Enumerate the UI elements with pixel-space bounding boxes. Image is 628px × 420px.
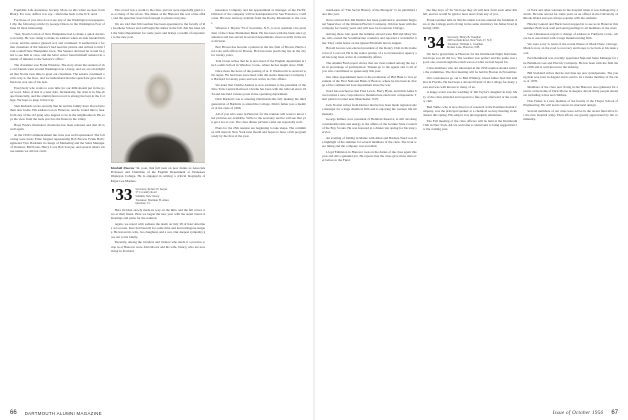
column-paragraph: Hope Ernie's illustrated chronicles has been released and that all is well again. bbox=[10, 122, 105, 131]
column-paragraph: We learn that Charlie Andrus is now assistant to the president of the New York Central Railroad. Charlie has been with the railroad since 1934 and has held various posts in the operating department. bbox=[211, 83, 307, 96]
right-column-2 bbox=[423, 8, 518, 408]
column-paragraph: insurance Company and his appointment as manager of the Pacific Division of the company will be headquartered in San Francisco, California. His new territory extends from the Rocky Mountains to the coast. bbox=[211, 8, 307, 25]
portrait-photo bbox=[111, 43, 206, 163]
column-paragraph: the fine boys of '34. We hope they all will hear from each other this fall, and we would be glad to have news from any of you. bbox=[422, 8, 518, 17]
right-column-1 bbox=[322, 8, 417, 408]
column-paragraph: A happy event was the wedding of Jim Taylor's daughter in July. Many of the class attended and reported a fine party afterward at the country club. bbox=[422, 90, 518, 103]
column-paragraph: translation of "The Secret History of the Mongols" to be published later this year. bbox=[322, 8, 417, 17]
page-number: 66 bbox=[10, 410, 17, 416]
column-paragraph: Our condolences go out to Bud Whitney, whose father died this summer in Florida. He had been a devoted friend of the College for many years and was well known to many of us. bbox=[422, 76, 518, 89]
class-year-heading bbox=[422, 32, 518, 52]
column-paragraph: Again, we report with sadness the death on July 28 of Kerr Atterbury at Laconia. Kerr had been ill for some time and had undergone surgery. He leaves his wife, two daughters and a son. Our deepest sympathy goes out to his family. bbox=[110, 222, 206, 239]
column-paragraph: We had a grand time at Hanover for the Dartmouth Night festivities, and hope you all did too. The weather was perfect and the game was a good one, even though the result was not what we had hoped for. bbox=[422, 51, 518, 65]
column-paragraph: At the 1956 Commencement the class was well represented. The following were back: Ernie Sargent representing Bob Brown, Frank Hall registered Vice President in charge of Marketing and the Sales Manager of Vermont, Bill Poole, Harry Lord, Bob Sawyer, and several others whose names we did not catch. bbox=[10, 132, 105, 154]
column-paragraph: Bud Tuttle, who is now director of research at the Eastman Kodak Company, was the principal speaker at a chemical society meeting in Rochester this spring. His subject was photographic emulsions. bbox=[422, 104, 518, 117]
column-paragraph: We were sorry to learn of the recent illness of Mark Drew, Chicago. Mark is now on the road to recovery and hopes to be back at his desk soon. bbox=[523, 42, 619, 55]
column-paragraph: The Fall meeting of the class officers will be held at the Dartmouth Club in New York. All are welcome to attend and to bring suggestions for the coming year. bbox=[422, 118, 518, 132]
column-paragraph: News arrived that Jim Dunbar has been promoted to Assistant Regional Supervisor of the Western Electric Company. Jim has been with the company for twenty years and will now be located in Chicago. bbox=[322, 18, 417, 31]
column-paragraph: Dick Bartlett's son is entering Dartmouth this fall, making the third generation of Bartletts to attend the College. Dick's father was a member of the class of 1906. bbox=[211, 97, 307, 110]
column-paragraph: Once more the news of the passing of A. P. Wadsworth is received with regret. He had been associated with the Aetna Insurance Company in Hartford for many years and was active in civic affairs. bbox=[211, 69, 307, 82]
column-paragraph: Equitable Life Assurance Society. More on this when we hear from Henry. For now, suffice it to say—Welcome back to the N.Y. area! bbox=[10, 8, 105, 17]
column-paragraph: The crowd was a credit to the class, and we were especially glad to see so many of the wives. The dinner at the Hanover Inn was a fine affair, and the speeches were brief enough to please everyone. bbox=[110, 8, 206, 21]
column-paragraph: Don Parker is a new member of the faculty at the Thayer School of Engineering. He will teach courses in structural design. bbox=[523, 99, 619, 108]
officer-line: Treasurer, William L. Vaughan bbox=[447, 41, 484, 46]
column-paragraph: The classmate was Frank Winslow. The story about the reunion of the old friends went around Washington in a hurry, and we are all delighted that Norris took time to greet our classmate. The senator continued on his way to the floor, and we understand that the speech he gave that afternoon was one of his best. bbox=[10, 63, 105, 85]
column-paragraph: Lloyd Edmiston in Hanover took on the duties of the class agent this year and did a splendid job. He reports that the class gave more than ever before to the Fund. bbox=[322, 150, 417, 163]
page-number: 67 bbox=[611, 410, 618, 416]
class-officers bbox=[135, 187, 168, 206]
photo-caption bbox=[111, 166, 206, 183]
left-column-1 bbox=[10, 8, 105, 408]
officer-line: Treasurer, Sherman H. Ames bbox=[135, 197, 169, 202]
caption-text: '34, poet, this fall took on new duties as Associate Professor and Chairman of the English Department at Tennessee Wesleyan College. He is engaged in writing a critical biography of Edgar Lee Masters. bbox=[110, 166, 206, 183]
column-paragraph: Bob Brown has become a partner in the law firm of Brown, Harris and Cole with offices in Boston. Bob has been practicing law in the city for twenty years. bbox=[211, 44, 307, 58]
column-paragraph: All of you who were in Hanover for the reunion will want to know that pictures are available. Write to the secretary and he will see that you get a set at cost. The class dinner pictures came out especially well. bbox=[211, 111, 307, 125]
column-paragraph: Hawley Gunzel and Buck Lund stopped in to see us in Hanover this summer. Both look well and send greetings to all members of the class. bbox=[523, 22, 619, 31]
column-paragraph: George Kilmer, now president of Belmont Reserve, is still devoting considerable time and energy to the affairs of the Granite State Council of the Boy Scouts. He was honored at a dinner last spring for his long service. bbox=[322, 117, 417, 135]
right-column-3 bbox=[523, 8, 618, 408]
column-paragraph: Ferd Reinhardt was recently appointed National Sales Manager for the Baltimore Gas and Electric Company. He has been with the firm since 1936 and is well known in the industry. bbox=[523, 56, 619, 69]
column-paragraph: Wharton J. Bryant '33 of Scarsdale, N.Y., is now assistant vice president of the Chase Manhattan Bank. He has been with the bank since graduation and has served in several departments, most recently in the trust division. bbox=[211, 26, 307, 44]
column-paragraph: An evening of fishing in Maine with Allen and Barbara Ward was the highlight of the summer for several members of the class. The trout were biting and the company was excellent. bbox=[322, 135, 417, 149]
left-footer bbox=[10, 410, 304, 416]
officer-line: Rolled Lane, Hanover, N.H. bbox=[447, 45, 480, 50]
column-paragraph: Tom Crane writes that he is now head of the English department at the Loomis School in Windsor, Conn., where he has taught since 1940. bbox=[211, 59, 307, 68]
column-paragraph: Plans for the 25th reunion are beginning to take shape. The committee will meet in New York next month and hopes to have a full program ready by the first of the year. bbox=[211, 125, 307, 139]
class-officers bbox=[447, 35, 492, 50]
officer-line: 37 Coventry Road bbox=[135, 190, 157, 195]
column-paragraph: Harold Graves was elected president of the Rotary Club in his home town of Concord. He is the senior partner of a local insurance agency and has long been active in community affairs. bbox=[322, 46, 417, 59]
running-head: DARTMOUTH ALUMNI MAGAZINE bbox=[24, 410, 102, 416]
class-year-heading bbox=[110, 184, 206, 206]
column-paragraph: Bill Stoddard writes that he and Jane are now grandparents. The young man was born in August and is said to be a future member of the class of 1978. bbox=[523, 70, 619, 84]
column-paragraph: For those of you who do not see any of the Washington newspapers, I clip the following article by George Dixon, in the Washington Post of June 16 most interesting: bbox=[10, 18, 105, 31]
column-paragraph: Everybody who wants to save time for our 40th should put in the good word. More of this at a later date. Incidentally, the class is in fine shape financially, and the alumni fund record is among the best in the College. We hope to keep it that way. bbox=[10, 85, 105, 103]
left-column-3 bbox=[211, 8, 306, 408]
column-paragraph: Jack Norton writes from Denver that he has been made regional sales manager for a large chemical firm and is enjoying the western life immensely. bbox=[322, 103, 417, 116]
column-paragraph: Here October slowly made its way on the hills, and the fall colors were at their finest. Here we began the new year with the usual round of meetings and plans for the reunion. bbox=[110, 207, 206, 221]
column-paragraph: Gus Christenson reports a change of address to Fairfield, Conn., where he is associated with a large manufacturing firm. bbox=[523, 32, 619, 41]
officer-line: Quechee, Vt. bbox=[135, 201, 151, 206]
column-paragraph: Among those who spent the summer abroad were Bill and Mary Stone, who toured the Scandinavian countries and reported a wonderful time. They came home on the Queen Elizabeth late in August. bbox=[322, 32, 417, 45]
column-paragraph: We are told that Jim Gardner has been appointed to the faculty of the Graduate School and will begin his duties in the fall. Jim has been with the State Department for some years and brings a wealth of experience to the new post. bbox=[110, 22, 206, 39]
right-footer bbox=[324, 410, 618, 416]
caption-name: Kimball Flaccus bbox=[110, 166, 135, 171]
right-page bbox=[314, 0, 628, 420]
officer-line: 228 Gorham Road, New York 27, N.Y. bbox=[447, 38, 493, 43]
column-paragraph: The Alumni Fund report shows that our class ranked among the top ten in percentage of participation. Thanks go to the agents and to all of you who contributed so generously this year. bbox=[322, 60, 417, 74]
column-paragraph: Frank Gardner tells us that his eldest son has entered the freshman class at the College and is living in the same dormitory his father lived in during 1930. bbox=[422, 18, 518, 31]
class-year-number: '34 bbox=[422, 32, 445, 52]
column-paragraph: Our other appointment news is the promotion of Phil Hunt to vice president of the First National Bank of Boston, where he has been in charge of the commercial loan department since the war. bbox=[322, 74, 417, 88]
officer-line: Secretary, Robert W. Keyes bbox=[135, 186, 168, 191]
running-head: Issue of October 1956 bbox=[552, 410, 604, 416]
column-paragraph: Recently, among the travelers and visitors who made it a practice to stop in at Hanover were John Moore and his wife, Nancy, who are now living in Portland. bbox=[110, 240, 206, 253]
column-paragraph: Word has reached us that Fred Lewis, Barry Hyde, and Dick Ames have formed a new corporation to manufacture electronic components. Their plant is located near Manchester, N.H. bbox=[322, 89, 417, 102]
officer-line: Secretary, Henry B. Vaughan bbox=[447, 34, 481, 39]
column-paragraph: Several members of our class were active in the recent fund drive for the new hospital wing. Their efforts are greatly appreciated by the community. bbox=[523, 109, 619, 122]
officer-line: Summit, New Jersey bbox=[135, 194, 160, 199]
left-column-2 bbox=[111, 8, 206, 408]
column-paragraph: Class members who are interested in the 1959 reunion should write to the committee. The first meeting will be held in Boston in November. bbox=[422, 66, 518, 75]
column-paragraph: Sam Richards wrote recently that he and his family have moved into their new home. His address is now Hanover, and he would like to hear from any of the old gang who happen to be in the neighborhood. He says the view from the back porch is the finest in the valley. bbox=[10, 104, 105, 121]
column-paragraph: "Sen. Norris Cotton of New Hampshire had to make a quick decision recently. He was rising to make an address when an aide handed him a note, and the senator glanced at it and continued. It seemed that a former classmate of the Senator's had seen his picture and written to him from a small New Hampshire town. The Senator declared he would be glad to see him at once, and the letter writer found himself ushered in a matter of minutes to the Senator's office." bbox=[10, 32, 105, 62]
column-paragraph: of York and other veterans in the hospital when it was damaged by a storm. He later served for some years as an officer in the University of Rhode Island and was always popular with the students. bbox=[523, 8, 619, 21]
column-paragraph: Members of the class now living in the Hanover area gathered for a picnic at the home of Dick Morse in August. About thirty people attended, including wives and children. bbox=[523, 84, 619, 98]
class-year-number: '33 bbox=[110, 184, 133, 204]
